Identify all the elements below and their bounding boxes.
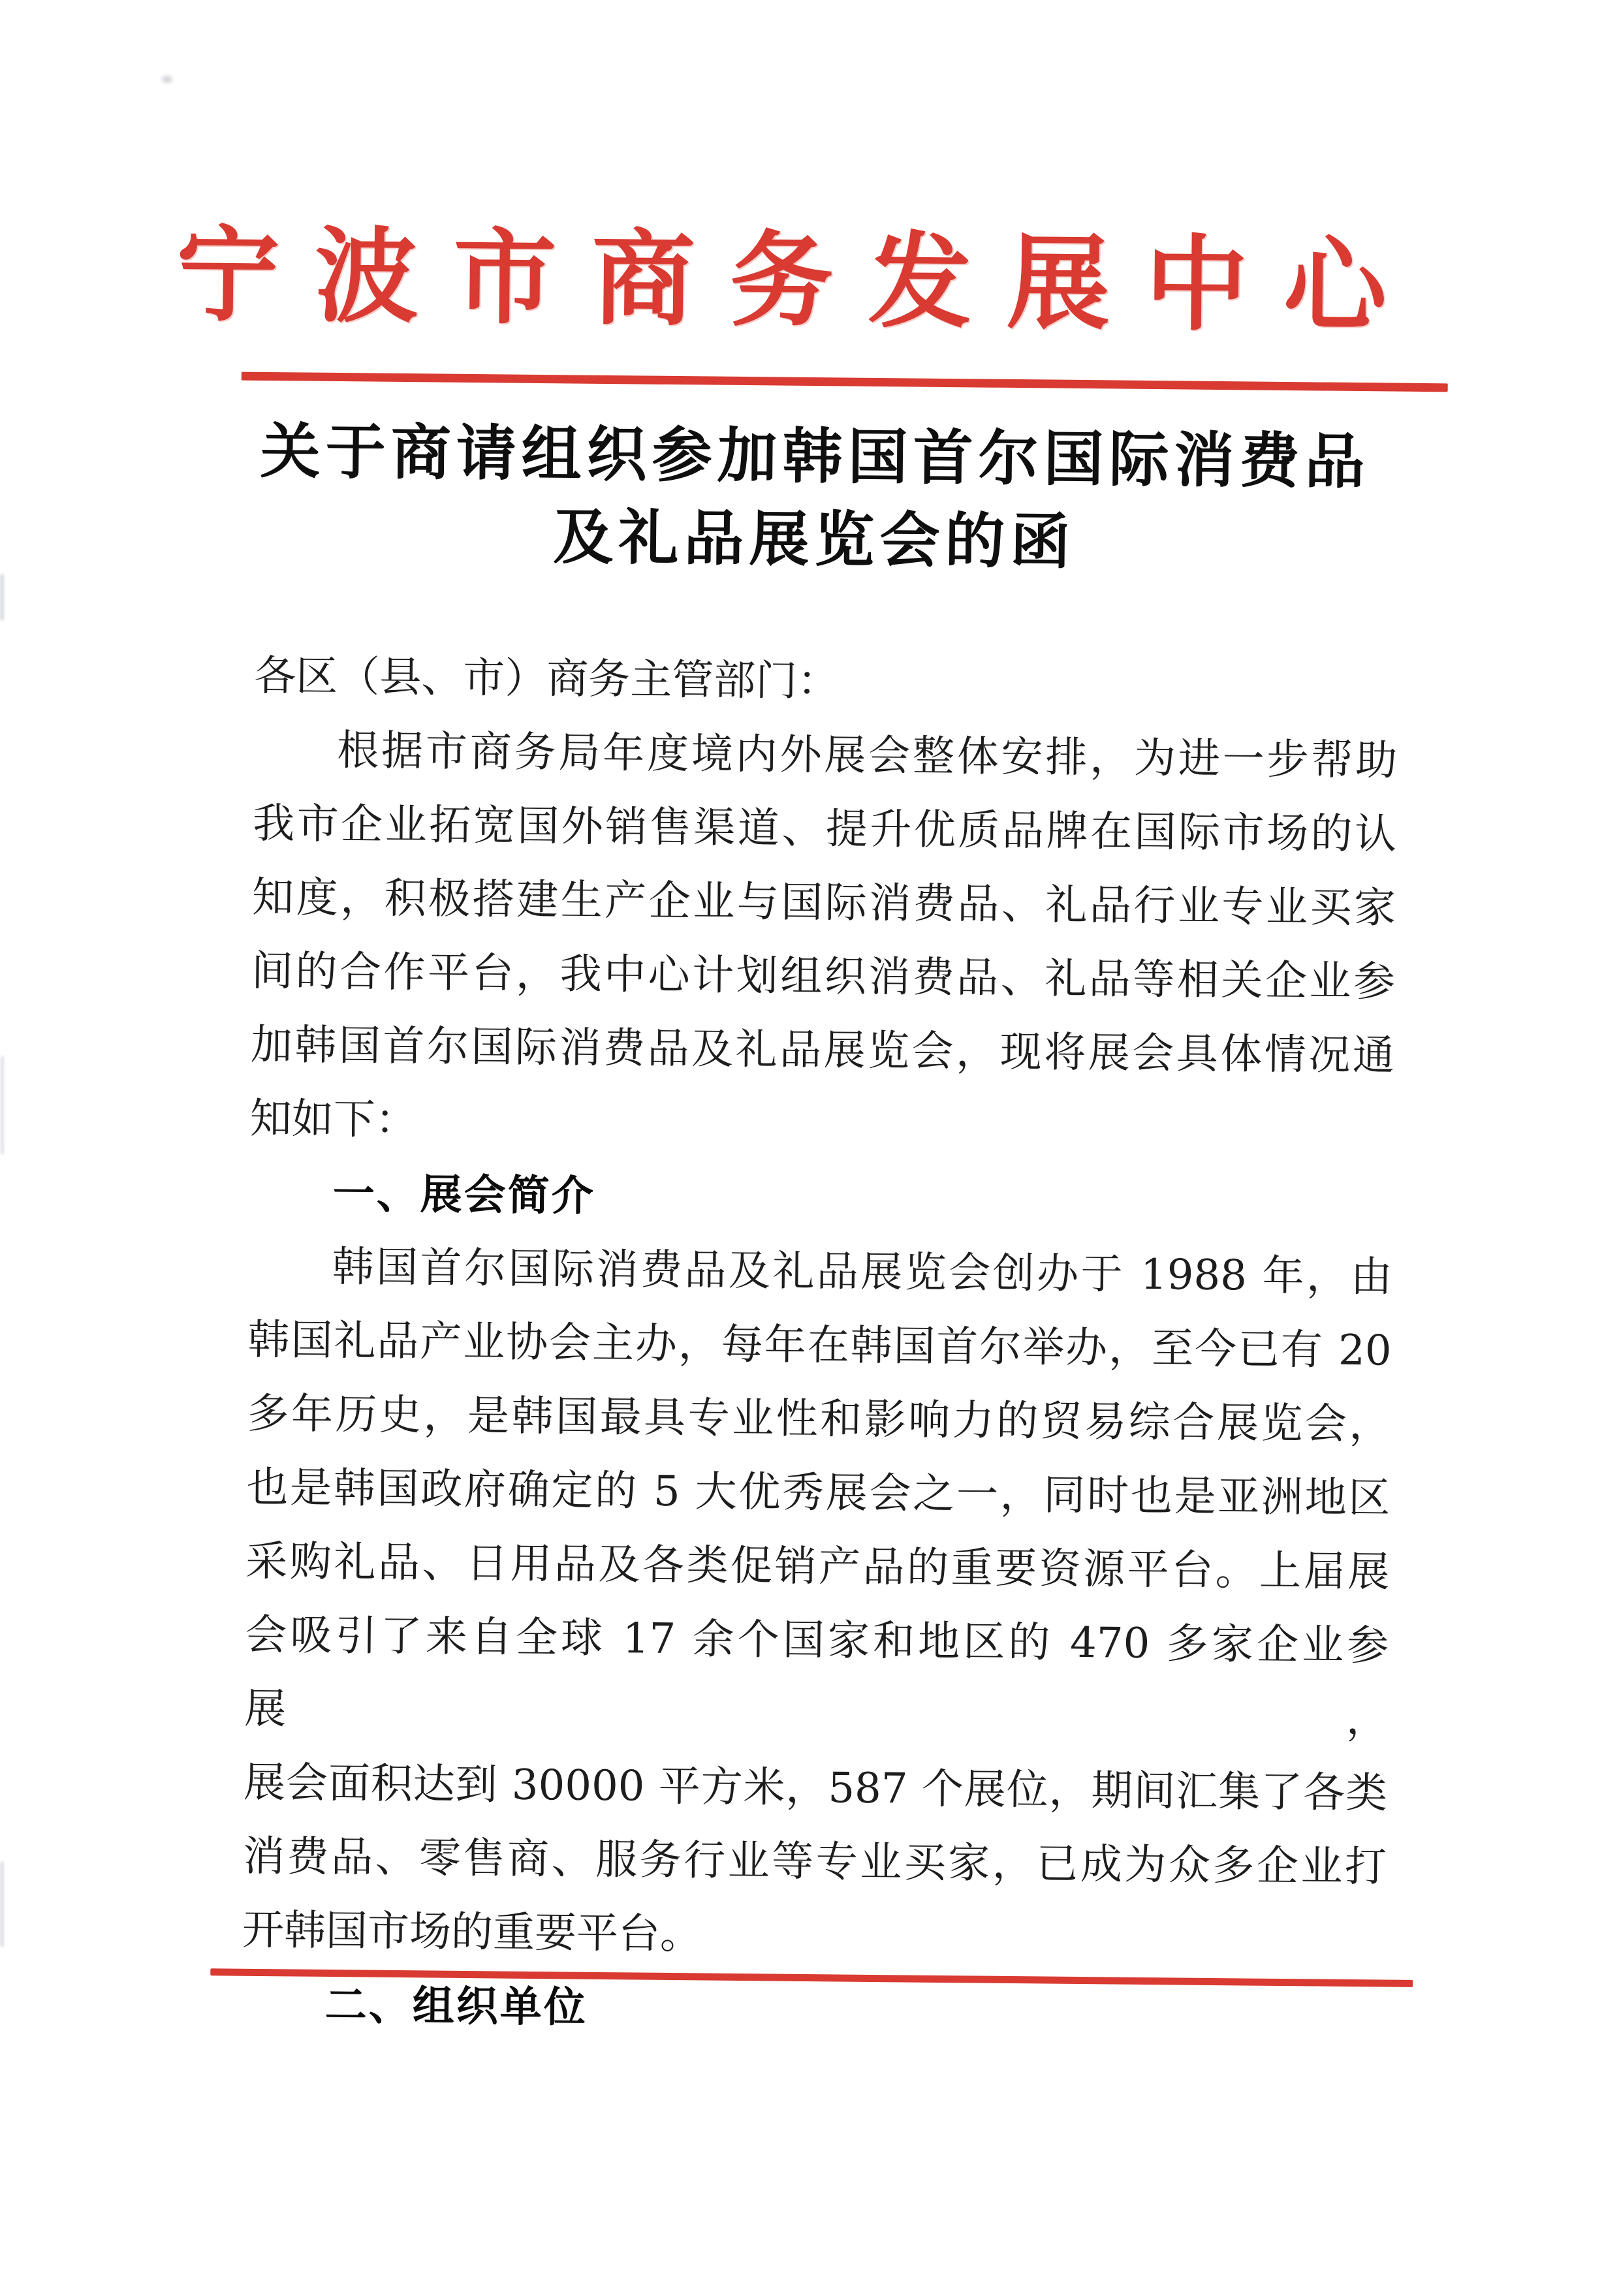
body-line: 我市企业拓宽国外销售渠道、提升优质品牌在国际市场的认 [252, 799, 1397, 859]
body-line: 根据市商务局年度境内外展会整体安排，为进一步帮助 [336, 727, 1398, 785]
letterhead-divider-line [242, 372, 1448, 392]
letterhead-org-name [7, 209, 1619, 353]
document-title-line-2: 及礼品展览会的函 [552, 501, 1076, 577]
section-heading-1: 一、展会简介 [332, 1170, 596, 1219]
body-line: 间的合作平台，我中心计划组织消费品、礼品等相关企业参 [251, 947, 1396, 1007]
body-line: 知度，积极搭建生产企业与国际消费品、礼品行业专业买家 [251, 873, 1396, 933]
body-line: 会吸引了来自全球 17 余个国家和地区的 470 多家企业参展， [244, 1611, 1389, 1744]
letterhead-org-name-text: 宁波市商务发展中心 [176, 214, 1423, 347]
letter-body [241, 640, 1398, 2052]
body-line: 韩国礼品产业协会主办，每年在韩国首尔举办，至今已有 20 [247, 1315, 1392, 1376]
document-title-line-1: 关于商请组织参加韩国首尔国际消费品 [260, 415, 1371, 497]
body-line: 知如下： [249, 1094, 418, 1145]
body-line: 加韩国首尔国际消费品及礼品展览会，现将展会具体情况通 [250, 1020, 1395, 1080]
body-line: 采购礼品、日用品及各类促销产品的重要资源平台。上届展 [245, 1537, 1390, 1597]
document-title [5, 407, 1619, 589]
body-line: 开韩国市场的重要平台。 [242, 1906, 702, 1959]
section-heading-2: 二、组织单位 [324, 1981, 588, 2031]
body-line: 展会面积达到 30000 平方米，587 个展位，期间汇集了各类 [243, 1758, 1388, 1818]
body-line: 韩国首尔国际消费品及礼品展览会创办于 1988 年，由 [332, 1242, 1392, 1302]
salutation-line: 各区（县、市）商务主管部门： [254, 652, 840, 706]
scan-edge-streak [0, 574, 4, 620]
body-line: 也是韩国政府确定的 5 大优秀展会之一，同时也是亚洲地区 [246, 1463, 1391, 1523]
body-line: 消费品、零售商、服务行业等专业买家，已成为众多企业打 [242, 1832, 1387, 1892]
body-line: 多年历史，是韩国最具专业性和影响力的贸易综合展览会， [247, 1389, 1391, 1449]
